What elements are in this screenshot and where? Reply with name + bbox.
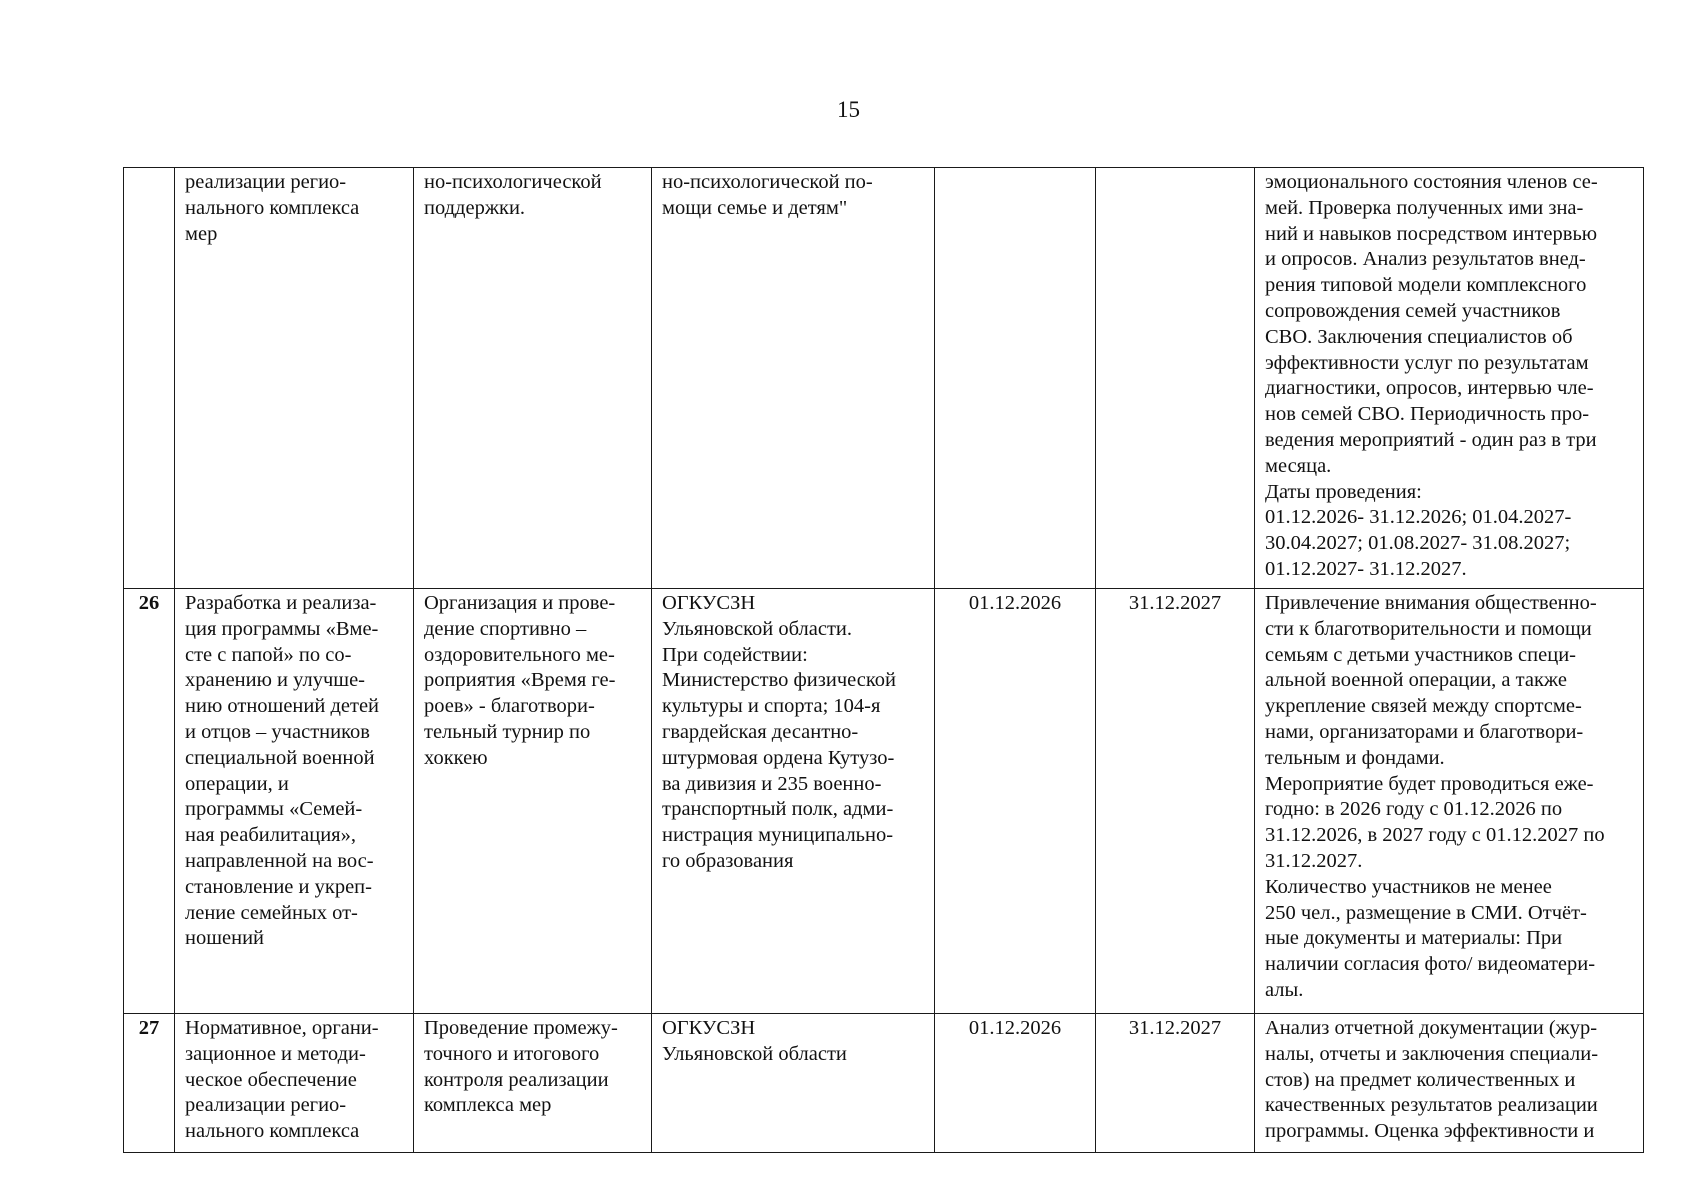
measure-cell: Нормативное, органи- зационное и методи- ческое обеспечение реализации регио- нального комплекса (175, 1014, 414, 1153)
start-date-cell: 01.12.2026 (935, 589, 1096, 1014)
end-date-cell: 31.12.2027 (1096, 589, 1255, 1014)
row-number-cell: 26 (124, 589, 175, 1014)
row-number-cell: 27 (124, 1014, 175, 1153)
measure-cell: реализации регио- нального комплекса мер (175, 168, 414, 589)
executor-cell: ОГКУСЗН Ульяновской области. При содействии: Министерство физической культуры и спорта; 104-я гвардейская десантно- штурмовая ордена Кутузо- ва дивизия и 235 военно- транспортный полк, адми- нистрация муниципально- го образования (652, 589, 935, 1014)
executor-cell: ОГКУСЗН Ульяновской области (652, 1014, 935, 1153)
event-cell: но-психологической поддержки. (414, 168, 652, 589)
measure-cell: Разработка и реализа- ция программы «Вме- сте с папой» по со- хранению и улучше- нию отношений детей и отцов – участников специальной военной операции, и программы «Семей- ная реабилитация», направленной на вос- становление и укреп- ление семейных от- ношений (175, 589, 414, 1014)
measures-table (123, 167, 1644, 1153)
start-date-cell (935, 168, 1096, 589)
row-number-cell (124, 168, 175, 589)
start-date-cell: 01.12.2026 (935, 1014, 1096, 1153)
end-date-cell (1096, 168, 1255, 589)
result-cell: Привлечение внимания общественно- сти к благотворительности и помощи семьям с детьми участников специ- альной военной операции, а также укрепление связей между спортсме- нами, организаторами и благотвори- тельным и фондами. Мероприятие будет проводиться еже- годно: в 2026 году с 01.12.2026 по 31.12.2026, в 2027 году с 01.12.2027 по 31.12.2027. Количество участников не менее 250 чел., размещение в СМИ. Отчёт- ные документы и материалы: При наличии согласия фото/ видеоматери- алы. (1255, 589, 1644, 1014)
table-row (124, 589, 1644, 1014)
page-number: 15 (837, 97, 860, 122)
table-row (124, 1014, 1644, 1153)
result-cell: Анализ отчетной документации (жур- налы, отчеты и заключения специали- стов) на предмет количественных и качественных результатов реализации программы. Оценка эффективности и (1255, 1014, 1644, 1153)
table-row (124, 168, 1644, 589)
result-cell: эмоционального состояния членов се- мей. Проверка полученных ими зна- ний и навыков посредством интервью и опросов. Анализ результатов внед- рения типовой модели комплексного сопровождения семей участников СВО. Заключения специалистов об эффективности услуг по результатам диагностики, опросов, интервью чле- нов семей СВО. Периодичность про- ведения мероприятий - один раз в три месяца. Даты проведения: 01.12.2026- 31.12.2026; 01.04.2027- 30.04.2027; 01.08.2027- 31.08.2027; 01.12.2027- 31.12.2027. (1255, 168, 1644, 589)
event-cell: Проведение промежу- точного и итогового контроля реализации комплекса мер (414, 1014, 652, 1153)
executor-cell: но-психологической по- мощи семье и детям" (652, 168, 935, 589)
end-date-cell: 31.12.2027 (1096, 1014, 1255, 1153)
event-cell: Организация и прове- дение спортивно – оздоровительного ме- роприятия «Время ге- роев» - благотвори- тельный турнир по хоккею (414, 589, 652, 1014)
